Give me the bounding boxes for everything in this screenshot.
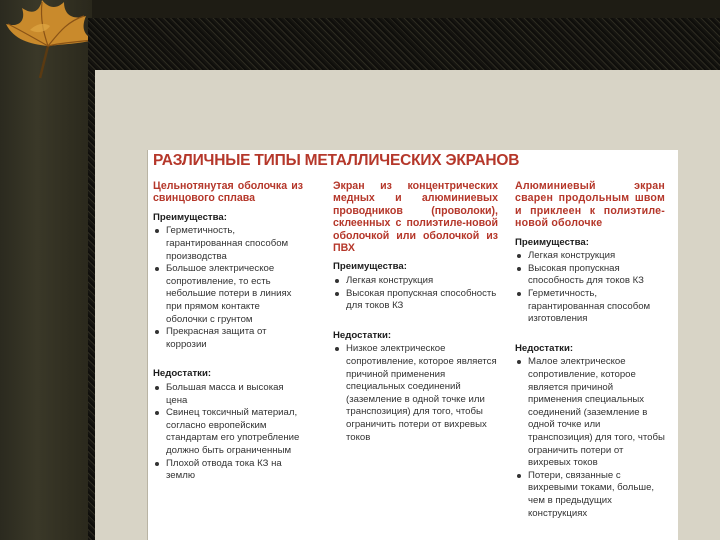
bullet-icon xyxy=(155,386,159,390)
list-item xyxy=(515,288,665,326)
list-item-text: Малое электрическое сопротивление, которое является причиной применения специальных соединений (заземление в одной точке или транспозиция) для того, чтобы ограничить потери от вихревых токов xyxy=(528,356,665,469)
list-item-text: Прекрасная защита от коррозии xyxy=(166,326,267,350)
bullet-icon xyxy=(335,279,339,283)
disadvantages-list xyxy=(515,356,665,520)
disadvantages-label: Недостатки: xyxy=(515,342,574,354)
column-aluminium-screen xyxy=(515,180,665,520)
bullet-icon xyxy=(517,292,521,296)
column-concentric-wires xyxy=(333,180,498,444)
disadvantages-list xyxy=(153,382,303,483)
bullet-icon xyxy=(155,229,159,233)
bullet-icon xyxy=(335,347,339,351)
list-item xyxy=(515,250,665,263)
list-item-text: Герметичность, гарантированная способом изготовления xyxy=(528,288,651,325)
list-item-text: Большое электрическое сопротивление, то есть небольшие потери в линиях при прямом контакте оболочки с грунтом xyxy=(166,263,292,325)
advantages-label: Преимущества: xyxy=(153,211,227,223)
advantages-list xyxy=(153,225,303,351)
content-panel xyxy=(147,150,678,540)
list-item xyxy=(153,225,303,263)
column-heading: Алюминиевый экран сварен продольным швом и приклеен к полиэтиле-новой оболочке xyxy=(515,180,665,230)
bullet-icon xyxy=(155,462,159,466)
list-item-text: Большая масса и высокая цена xyxy=(166,381,284,406)
autumn-leaf-icon xyxy=(0,0,95,80)
list-item xyxy=(153,458,303,483)
list-item xyxy=(515,263,665,288)
list-item-text: Высокая пропускная способность для токов КЗ xyxy=(346,287,497,312)
bullet-icon xyxy=(517,267,521,271)
list-item xyxy=(153,382,303,407)
advantages-label: Преимущества: xyxy=(515,236,589,248)
advantages-list xyxy=(515,250,665,326)
left-decor-strip xyxy=(0,0,92,540)
bullet-icon xyxy=(335,292,339,296)
list-item xyxy=(515,470,665,520)
bullet-icon xyxy=(155,411,159,415)
bullet-icon xyxy=(155,330,159,334)
list-item xyxy=(153,326,303,351)
advantages-label: Преимущества: xyxy=(333,261,407,273)
bullet-icon xyxy=(155,267,159,271)
list-item-text: Свинец токсичный материал, согласно европейским стандартам его употребление должно быть ограниченным xyxy=(166,407,300,456)
list-item xyxy=(333,288,498,313)
list-item-text: Плохой отвода тока КЗ на землю xyxy=(166,457,282,482)
bullet-icon xyxy=(517,254,521,258)
list-item-text: Герметичность, гарантированная способом производства xyxy=(166,225,289,262)
disadvantages-label: Недостатки: xyxy=(153,368,212,380)
list-item xyxy=(515,356,665,469)
bullet-icon xyxy=(517,474,521,478)
column-heading: Цельнотянутая оболочка из свинцового сплава xyxy=(153,180,303,205)
list-item-text: Легкая конструкция xyxy=(346,275,434,287)
list-item-text: Легкая конструкция xyxy=(528,250,616,262)
list-item xyxy=(333,275,498,288)
list-item-text: Низкое электрическое сопротивление, которое является причиной применения специальных соединений (заземление в одной точке или транспозиция) для того, чтобы ограничить потери от вихревых токов xyxy=(346,343,497,443)
column-lead-sheath xyxy=(153,180,303,483)
page-title: РАЗЛИЧНЫЕ ТИПЫ МЕТАЛЛИЧЕСКИХ ЭКРАНОВ xyxy=(153,152,520,169)
list-item xyxy=(333,343,498,444)
list-item-text: Потери, связанные с вихревыми токами, больше, чем в предыдущих конструкциях xyxy=(528,469,655,519)
bullet-icon xyxy=(517,360,521,364)
advantages-list xyxy=(333,275,498,313)
list-item xyxy=(153,263,303,326)
disadvantages-label: Недостатки: xyxy=(333,329,392,341)
list-item-text: Высокая пропускная способность для токов КЗ xyxy=(528,262,644,287)
disadvantages-list xyxy=(333,343,498,444)
column-heading: Экран из концентрических медных и алюминиевых проводников (проволоки), склеенных с полиэтиле-новой оболочкой или оболочкой из ПВХ xyxy=(333,180,498,255)
list-item xyxy=(153,407,303,457)
